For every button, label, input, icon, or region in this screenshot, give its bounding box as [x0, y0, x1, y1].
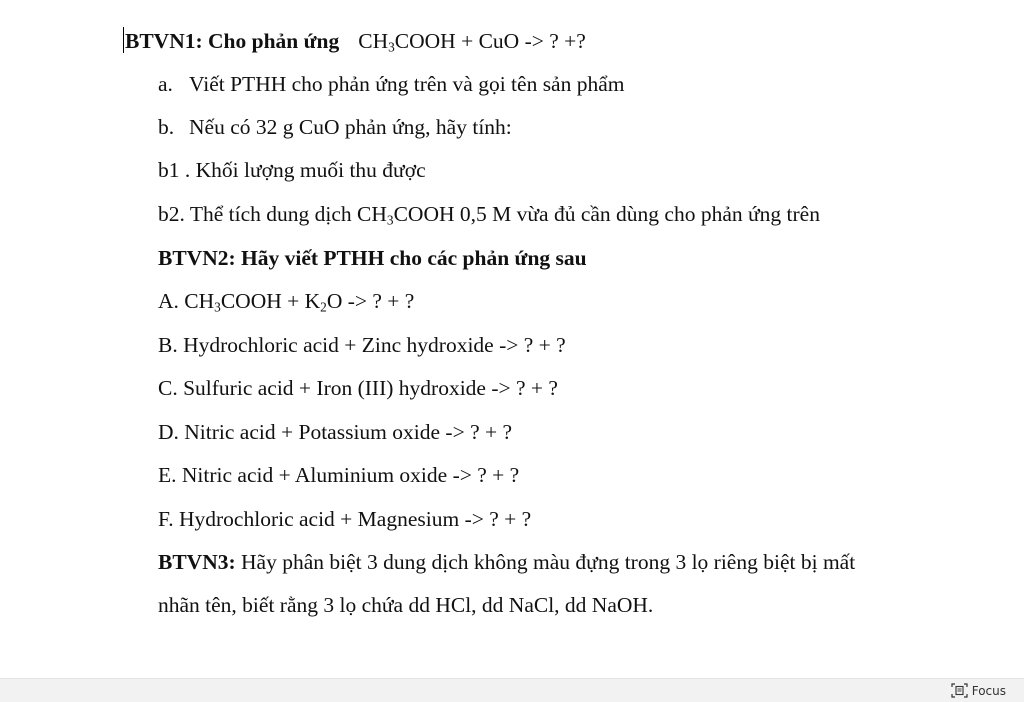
ex3-paragraph-line2: nhãn tên, biết rằng 3 lọ chứa dd HCl, dd NaCl, dd NaOH. — [158, 593, 654, 617]
ex1-heading: BTVN1: Cho phản ứng $CH_3COOH$ + CuO -> ? +? — [125, 29, 586, 55]
ex2-item-b: B. Hydrochloric acid + Zinc hydroxide -> ? + ? — [158, 333, 566, 357]
ex1-item-b1: b1 . Khối lượng muối thu được — [158, 158, 426, 182]
ex1-item-b: b. Nếu có 32 g CuO phản ứng, hãy tính: — [158, 115, 512, 139]
text-cursor — [123, 27, 124, 53]
ex2-item-f: F. Hydrochloric acid + Magnesium -> ? + ? — [158, 507, 532, 531]
ex3-heading: BTVN3: — [158, 550, 236, 574]
focus-mode-icon — [951, 683, 968, 698]
ex1-item-b2: b2. Thể tích dung dịch $CH_3COOH$ 0,5 M vừa đủ cần dùng cho phản ứng trên — [158, 202, 820, 228]
ex2-item-d: D. Nitric acid + Potassium oxide -> ? + ? — [158, 420, 513, 444]
ex3-paragraph-line1: BTVN3: Hãy phân biệt 3 dung dịch không màu đựng trong 3 lọ riêng biệt bị mất — [158, 550, 856, 574]
ex2-item-e: E. Nitric acid + Aluminium oxide -> ? + ? — [158, 463, 520, 487]
focus-mode-label: Focus — [971, 683, 1006, 698]
ex2-heading: BTVN2: Hãy viết PTHH cho các phản ứng sau — [158, 246, 587, 270]
status-bar — [0, 678, 1024, 702]
ex2-item-a: A. $CH_3COOH + K_2O$ -> ? + ? — [158, 289, 415, 315]
ex2-item-c: C. Sulfuric acid + Iron (III) hydroxide -> ? + ? — [158, 376, 558, 400]
focus-mode-button[interactable] — [951, 682, 1006, 699]
ex1-item-a: a. Viết PTHH cho phản ứng trên và gọi tên sản phẩm — [158, 72, 625, 96]
ex1-equation: $CH_3COOH$ + CuO -> ? +? — [358, 29, 586, 55]
